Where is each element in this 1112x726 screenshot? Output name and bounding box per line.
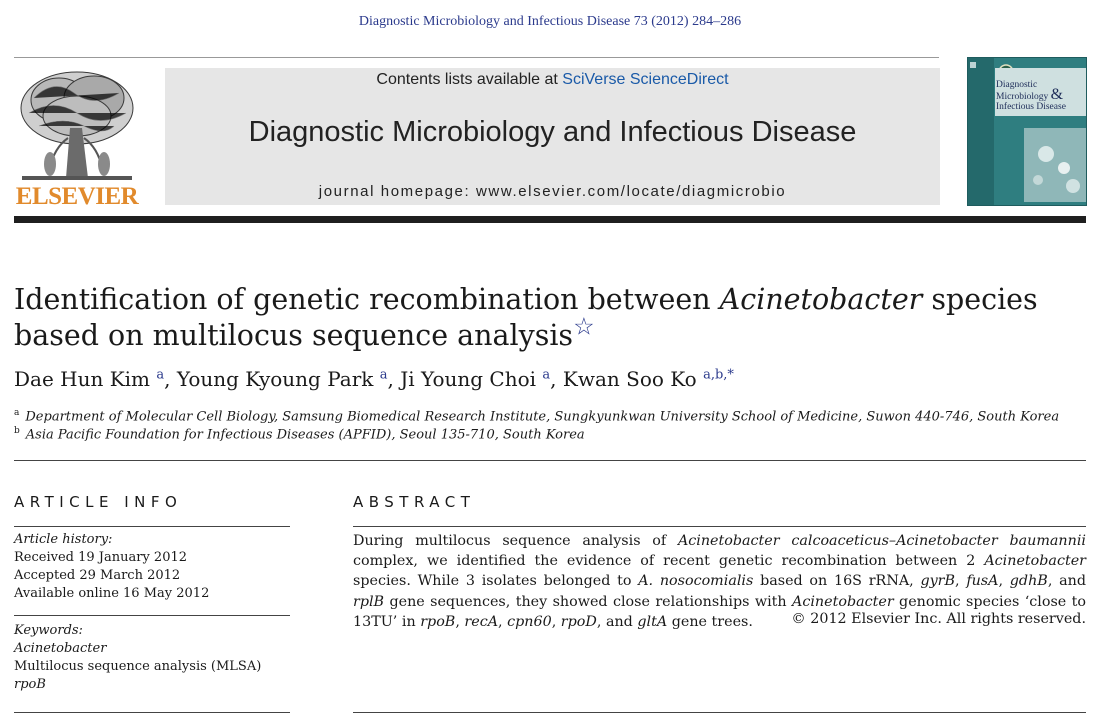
received-date: Received 19 January 2012 [14, 550, 188, 565]
keyword-item: rpoB [14, 677, 46, 692]
abstract-italic-term: rpoB [420, 613, 456, 630]
article-info-heading: ARTICLE INFO [14, 493, 183, 511]
author-affiliation-sup[interactable]: a [156, 367, 165, 383]
author-name[interactable]: Dae Hun Kim [14, 367, 157, 391]
abstract-segment: , [551, 613, 561, 630]
abstract-italic-term: Acinetobacter [792, 593, 894, 610]
history-label: Article history: [14, 532, 113, 547]
affiliation-label: a [14, 408, 20, 418]
affiliation-a [14, 408, 1059, 424]
article-title [14, 282, 1089, 354]
abstract-heading: ABSTRACT [353, 493, 476, 511]
title-part-1: Identification of genetic recombination between [14, 283, 720, 316]
cover-title [996, 80, 1086, 112]
author-affiliation-sup[interactable]: a [542, 367, 551, 383]
section-rule [14, 460, 1086, 461]
abstract-italic-term: rpoD [560, 613, 597, 630]
copyright-notice: © 2012 Elsevier Inc. All rights reserved. [791, 611, 1086, 627]
contents-line [165, 71, 940, 89]
abstract-segment: , and [1047, 573, 1086, 590]
abstract-segment: based on 16S rRNA, [753, 573, 921, 590]
abstract-italic-term: A. nosocomialis [638, 573, 754, 590]
journal-cover-thumbnail[interactable] [967, 57, 1087, 206]
citation-line[interactable] [0, 14, 1100, 30]
affiliation-label: b [14, 426, 20, 436]
tree-illustration [14, 68, 140, 186]
abstract-segment: During multilocus sequence analysis of [353, 533, 678, 549]
article-info-rule [14, 526, 290, 527]
journal-homepage[interactable]: journal homepage: www.elsevier.com/locate/diagmicrobio [318, 183, 787, 200]
abstract-italic-term: rplB [353, 593, 385, 610]
author-affiliation-sup[interactable]: a,b,* [703, 367, 734, 383]
keywords-label: Keywords: [14, 623, 83, 638]
title-footnote-star-icon[interactable]: ☆ [573, 312, 595, 341]
article-info-rule [14, 615, 290, 616]
author-separator: , [550, 367, 563, 391]
author-separator: , [387, 367, 401, 391]
cover-title-line2 [996, 86, 1086, 103]
abstract-segment: , [455, 613, 465, 630]
author-separator: , [164, 367, 177, 391]
abstract-italic-term: gyrB [920, 573, 956, 590]
affiliation-text: Department of Molecular Cell Biology, Samsung Biomedical Research Institute, Sungkyunkwan University School of Medicine, Suwon 440-746, South Korea [25, 409, 1060, 425]
author-name[interactable]: Kwan Soo Ko [562, 367, 704, 391]
cover-title-line1: Diagnostic [996, 80, 1038, 90]
abstract-segment: genomic species ‘close to 13TU’ in [353, 593, 1086, 630]
title-genus: Acinetobacter [719, 283, 923, 316]
abstract-italic-term: fusA [966, 573, 999, 590]
abstract-italic-term: gltA [637, 613, 668, 630]
abstract-rule [353, 712, 1086, 713]
abstract-segment: species. While 3 isolates belonged to [353, 573, 639, 590]
masthead-thick-rule [14, 216, 1086, 223]
contents-prefix: Contents lists available at [376, 71, 563, 88]
abstract-segment: , [998, 573, 1010, 590]
sciencedirect-link[interactable]: SciVerse ScienceDirect [562, 71, 729, 88]
accepted-date: Accepted 29 March 2012 [14, 568, 181, 583]
cover-title-line2-text: Microbiology [996, 92, 1049, 102]
abstract-segment: complex, we identified the evidence of recent genetic recombination between 2 [353, 553, 985, 570]
article-info-rule [14, 712, 290, 713]
keyword-item: Multilocus sequence analysis (MLSA) [14, 659, 262, 674]
available-online-date: Available online 16 May 2012 [14, 586, 210, 601]
author-affiliation-sup[interactable]: a [379, 367, 388, 383]
abstract-segment: , [498, 613, 508, 630]
journal-title: Diagnostic Microbiology and Infectious Disease [248, 116, 857, 148]
author-list [14, 367, 734, 391]
cover-title-amp: & [1050, 86, 1064, 103]
abstract-segment: gene trees. [667, 613, 753, 630]
keyword-item: Acinetobacter [14, 641, 107, 656]
abstract-italic-term: Acinetobacter calcoaceticus–Acinetobacter baumannii [677, 533, 1086, 549]
title-part-2: species based on multilocus sequence analysis [14, 283, 1038, 352]
affiliation-text: Asia Pacific Foundation for Infectious Diseases (APFID), Seoul 135-710, South Korea [25, 427, 585, 443]
affiliation-b [14, 426, 585, 442]
abstract-segment: gene sequences, they showed close relationships with [384, 593, 793, 610]
abstract-italic-term: Acinetobacter [984, 553, 1086, 570]
abstract-rule [353, 526, 1086, 527]
abstract-segment: , [955, 573, 967, 590]
journal-masthead [165, 68, 940, 205]
abstract-italic-term: gdhB [1009, 573, 1048, 590]
abstract-italic-term: cpn60 [507, 613, 552, 630]
keywords-block [14, 622, 261, 694]
abstract-segment: , and [596, 613, 638, 630]
article-history [14, 531, 209, 603]
author-name[interactable]: Ji Young Choi [400, 367, 543, 391]
elsevier-wordmark: ELSEVIER [15, 183, 139, 210]
author-name[interactable]: Young Kyoung Park [176, 367, 380, 391]
cover-title-line3: Infectious Disease [996, 102, 1066, 112]
citation-link[interactable]: Diagnostic Microbiology and Infectious Disease 73 (2012) 284–286 [358, 14, 742, 29]
abstract-italic-term: recA [464, 613, 499, 630]
header-rule [14, 57, 939, 58]
